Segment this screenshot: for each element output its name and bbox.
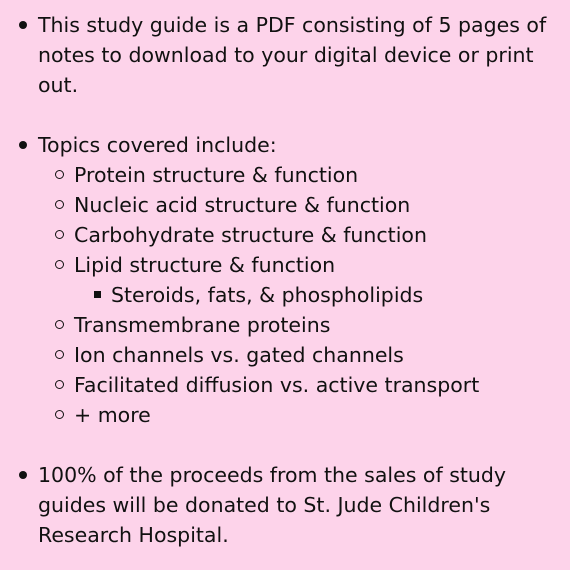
topic-label: Lipid structure & function [74, 253, 336, 277]
intro-bullet [0, 10, 570, 100]
circle-bullet-icon [55, 200, 64, 209]
donation-text: 100% of the proceeds from the sales of study guides will be donated to St. Jude Children's Research Hospital. [38, 463, 507, 547]
topic-label: Facilitated diffusion vs. active transport [74, 373, 480, 397]
circle-bullet-icon [55, 320, 64, 329]
topic-item [0, 400, 570, 430]
topics-bullet [0, 130, 570, 160]
donation-bullet [0, 460, 570, 550]
square-bullet-icon [94, 291, 101, 298]
topic-label: Carbohydrate structure & function [74, 223, 427, 247]
topic-item [0, 220, 570, 250]
disc-bullet-icon [19, 21, 27, 29]
study-guide-info [0, 10, 570, 550]
topic-item [0, 310, 570, 340]
topic-label: Protein structure & function [74, 163, 359, 187]
topic-label: Nucleic acid structure & function [74, 193, 411, 217]
spacer [0, 430, 570, 460]
topic-label: Ion channels vs. gated channels [74, 343, 404, 367]
intro-text: This study guide is a PDF consisting of 5 pages of notes to download to your digital device or print out. [38, 13, 547, 97]
topic-item [0, 190, 570, 220]
disc-bullet-icon [19, 471, 27, 479]
circle-bullet-icon [55, 260, 64, 269]
topic-subitem [0, 280, 570, 310]
circle-bullet-icon [55, 350, 64, 359]
circle-bullet-icon [55, 410, 64, 419]
circle-bullet-icon [55, 170, 64, 179]
topic-subitem-label: Steroids, fats, & phospholipids [111, 283, 424, 307]
topic-item [0, 160, 570, 190]
topic-item [0, 370, 570, 400]
circle-bullet-icon [55, 230, 64, 239]
spacer [0, 100, 570, 130]
topics-heading: Topics covered include: [38, 133, 277, 157]
topic-item [0, 340, 570, 370]
topic-label: + more [74, 403, 151, 427]
topic-item [0, 250, 570, 280]
circle-bullet-icon [55, 380, 64, 389]
topic-label: Transmembrane proteins [74, 313, 331, 337]
disc-bullet-icon [19, 141, 27, 149]
